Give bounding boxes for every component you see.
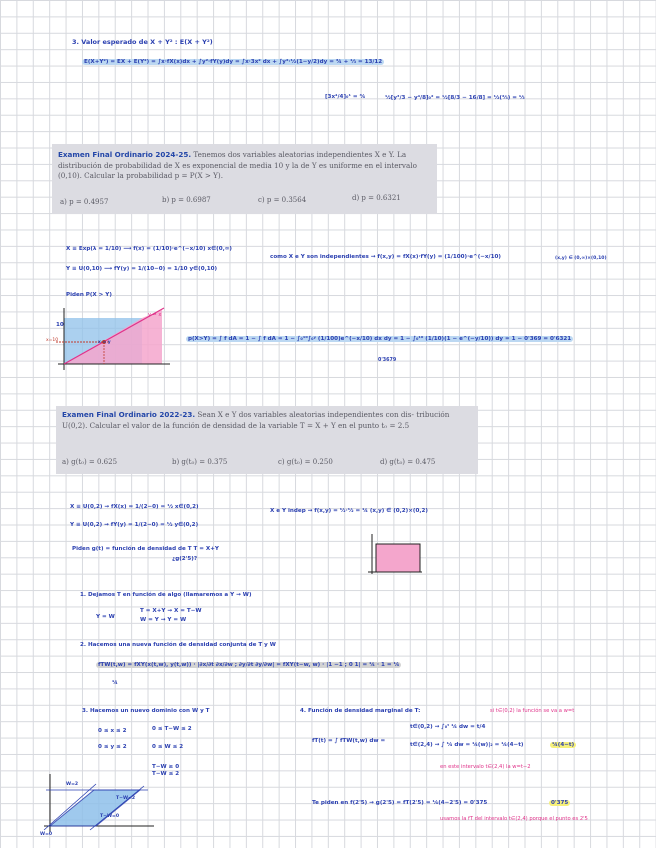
part3-heading: 3. Valor esperado de X + Y² : E(X + Y²) bbox=[72, 38, 213, 46]
sol2-dom2: 0 ≤ y ≤ 2 bbox=[98, 744, 127, 750]
sol2-piden: Piden g(t) = función de densidad de T T = X+Y bbox=[72, 546, 219, 552]
exam1-option-d: d) p = 0.6321 bbox=[352, 194, 401, 202]
part3-note-left: [3x⁴/4]₀¹ = ¾ bbox=[325, 94, 366, 100]
exam2-statement bbox=[62, 410, 474, 431]
sol2-dom6: T−W ≤ 2 bbox=[152, 771, 180, 777]
sol2-final-hl-text: 0'375 bbox=[551, 800, 569, 806]
sol1-graph-label: x = y bbox=[98, 340, 111, 345]
sol1-result-text: p(X>Y) = ∫ f dA = 1 − ∫ f dA = 1 − ∫₀¹⁰∫₀ʸ (1/100)e^(−x/10) dx dy = 1 − ∫₀¹⁰ (1/10)(1 − e^(−y/10)) dy = 1 − 0'369 = 0'6321 bbox=[188, 336, 572, 342]
sol2-square-graph bbox=[364, 532, 424, 582]
sol2-final: Te piden en f(2'5) → g(2'5) = fT(2'5) = ¼(4−2'5) = 0'375 bbox=[312, 800, 488, 806]
sol2-axis-w2: W=2 bbox=[66, 782, 79, 787]
sol1-result bbox=[186, 336, 573, 342]
sol2-line2: Y ≡ U(0,2) → fY(y) = 1/(2−0) = ½ y∈(0,2) bbox=[70, 522, 199, 528]
exam2-statement-1: Sean X e Y dos variables aleatorias independientes con dis- bbox=[197, 410, 414, 419]
part3-note-right: ½[y³/3 − y⁴/8]₀² = ½[8/3 − 16/8] = ½(⅔) = ⅓ bbox=[385, 95, 525, 101]
exam1-statement-1: Tenemos dos variables aleatorias independientes X e Y. La bbox=[193, 150, 407, 159]
exam2-option-a: a) g(t₀) = 0.625 bbox=[62, 458, 118, 466]
sol1-graph-line: y = x bbox=[148, 312, 162, 318]
exam1-box bbox=[52, 144, 437, 214]
sol1-line1: X ≡ Exp(λ = 1/10) ⟶ f(x) = (1/10)·e^(−x/10) x∈(0,∞) bbox=[66, 246, 232, 252]
sol2-piden2: ¿g(2'5)? bbox=[172, 556, 198, 562]
sol2-step4: 4. Función de densidad marginal de T: bbox=[300, 708, 421, 714]
exam2-option-b: b) g(t₀) = 0.375 bbox=[172, 458, 228, 466]
exam1-statement-3: (0,10). Calcular la probabilidad p = P(X > Y). bbox=[58, 171, 223, 180]
part3-equation bbox=[82, 58, 602, 67]
exam1-statement bbox=[58, 150, 433, 182]
sol2-dom3: 0 ≤ T−W ≤ 2 bbox=[152, 726, 192, 732]
sol2-step1: 1. Dejamos T en función de algo (llamaremos a Y → W) bbox=[80, 592, 252, 598]
exam1-statement-2: distribución de probabilidad de X es exponencial de media 10 y la de Y es uniforme en el intervalo bbox=[58, 160, 417, 170]
exam1-option-a: a) p = 0.4957 bbox=[60, 198, 109, 206]
exam2-title: Examen Final Ordinario 2022-23. bbox=[62, 410, 196, 419]
sol2-step2-mark: ¼ bbox=[112, 680, 118, 686]
sol1-domain: (x,y) ∈ (0,∞)×(0,10) bbox=[555, 256, 607, 261]
sol1-line2: Y ≡ U(0,10) ⟶ fY(y) = 1/(10−0) = 1/10 y∈(0,10) bbox=[66, 266, 218, 272]
sol2-axis-t2: T−W=2 bbox=[116, 796, 136, 801]
sol1-graph-y10: 10 bbox=[56, 322, 64, 328]
sol2-step1b: W = Y → Y = W bbox=[140, 617, 187, 623]
exam2-statement-2: tribución U(0,2). Calcular el valor de la función de densidad de la variable T = X + Y en el punto bbox=[62, 410, 450, 430]
sol2-step3: 3. Hacemos un nuevo dominio con W y T bbox=[82, 708, 210, 714]
sol2-dom4: 0 ≤ W ≤ 2 bbox=[152, 744, 184, 750]
sol2-step4-case2-hl-text: ¼(4−t) bbox=[552, 742, 575, 748]
sol2-final-pink: usamos la fT del intervalo t∈(2,4) porque el punto es 2'5 bbox=[440, 816, 588, 822]
exam1-title: Examen Final Ordinario 2024-25. bbox=[58, 150, 192, 159]
sol1-graph-tick: x=10 bbox=[46, 338, 59, 343]
sol2-step4-case2-hl bbox=[550, 742, 576, 748]
part3-equation-text: E(X+Y²) = EX + E(Y²) = ∫x·fX(x)dx + ∫y²·fY(y)dy = ∫x·3x² dx + ∫y²·½(1−y/2)dy = ¾ + ⅓ = 13/12 bbox=[84, 59, 383, 65]
sol2-axis-w0: W=0 bbox=[40, 832, 53, 837]
sol2-step4-eq: fT(t) = ∫ fTW(t,w) dw = bbox=[312, 738, 386, 744]
sol2-step2-eq-text: fTW(t,w) = fXY(x(t,w), y(t,w)) · |∂x/∂t ∂x/∂w ; ∂y/∂t ∂y/∂w| = fXY(t−w, w) · |1 −1 ; 0 1| = ¼ · 1 = ¼ bbox=[98, 662, 400, 668]
exam2-option-d: d) g(t₀) = 0.475 bbox=[380, 458, 436, 466]
sol2-axis-t: T−W=0 bbox=[100, 814, 120, 819]
sol2-indep: X e Y indep → f(x,y) = ½·½ = ¼ (x,y) ∈ (0,2)×(0,2) bbox=[270, 508, 428, 514]
sol2-domain-graph bbox=[38, 770, 158, 842]
exam1-option-c: c) p = 0.3564 bbox=[258, 196, 307, 204]
sol2-final-hl bbox=[549, 800, 570, 806]
sol2-step1a: T = X+Y → X = T−W bbox=[140, 608, 202, 614]
sol1-line1-right: como X e Y son independientes → f(x,y) = fX(x)·fY(y) = (1/100)·e^(−x/10) bbox=[270, 254, 501, 260]
exam2-option-c: c) g(t₀) = 0.250 bbox=[278, 458, 333, 466]
exam1-option-b: b) p = 0.6987 bbox=[162, 196, 211, 204]
sol2-step4-case2: t∈(2,4) → ∫ ¼ dw = ¼(w)|₂ = ¼(4−t) bbox=[410, 742, 524, 748]
exam2-box bbox=[56, 406, 478, 474]
sol2-step2-eq bbox=[96, 662, 401, 668]
sol1-result-note: 0'3679 bbox=[378, 358, 397, 363]
sol2-dom5: T−W ≥ 0 bbox=[152, 764, 180, 770]
sol2-step1-lhs: Y = W bbox=[96, 614, 115, 620]
sol2-step2: 2. Hacemos una nueva función de densidad conjunta de T y W bbox=[80, 642, 276, 648]
sol2-dom1: 0 ≤ x ≤ 2 bbox=[98, 728, 127, 734]
sol1-piden: Piden P(X > Y) bbox=[66, 292, 112, 298]
exam2-statement-3: t₀ = 2.5 bbox=[381, 420, 410, 430]
sol2-line1: X ≡ U(0,2) → fX(x) = 1/(2−0) = ½ x∈(0,2) bbox=[70, 504, 199, 510]
sol2-pink-note2: en este intervalo t∈(2,4) la w=t−2 bbox=[440, 764, 531, 770]
sol2-step4-case1: t∈(0,2) → ∫₀ᵗ ¼ dw = t/4 bbox=[410, 724, 486, 730]
sol2-pink-note1: si t∈(0,2) la función se va a w=t bbox=[490, 708, 575, 714]
